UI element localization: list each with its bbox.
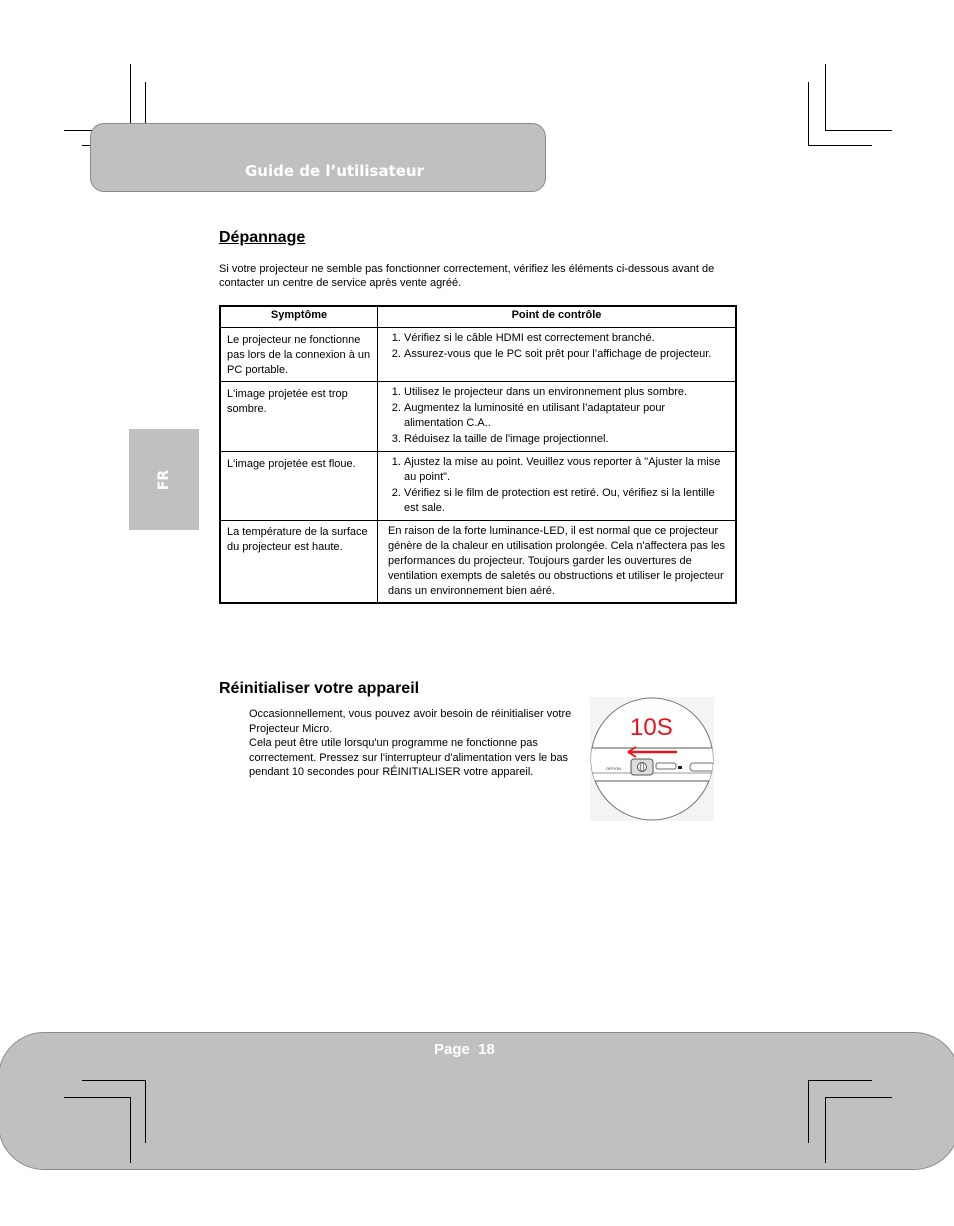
check-item: 1. Ajustez la mise au point. Veuillez vous reporter à "Ajuster la mise au point". <box>404 455 727 485</box>
check-item: 3. Réduisez la taille de l'image projectionnel. <box>404 432 727 447</box>
language-tab-label <box>129 429 199 530</box>
crop-mark <box>808 145 872 146</box>
troubleshooting-title: Dépannage <box>219 229 306 246</box>
column-header-symptom: Symptôme <box>220 306 378 328</box>
column-header-check: Point de contrôle <box>378 306 737 328</box>
check-item: 2. Augmentez la luminosité en utilisant l’adaptateur pour alimentation C.A.. <box>404 401 727 431</box>
crop-mark <box>825 1097 892 1098</box>
crop-mark <box>808 1080 872 1081</box>
troubleshooting-table <box>219 305 737 604</box>
header-title: Guide de l’utilisateur <box>245 162 424 180</box>
page-number: Page 18 <box>434 1041 495 1058</box>
crop-mark <box>130 1097 131 1163</box>
symptom-cell: Le projecteur ne fonctionne pas lors de la connexion à un PC portable. <box>220 328 378 382</box>
table-header-row <box>220 306 736 328</box>
table-row <box>220 328 736 382</box>
troubleshooting-intro: Si votre projecteur ne semble pas fonctionner correctement, vérifiez les éléments ci-dessous avant de contacter un centre de service après vente agréé. <box>219 263 715 289</box>
check-item: 2. Assurez-vous que le PC soit prêt pour l’affichage de projecteur. <box>404 347 727 362</box>
check-item: 1. Utilisez le projecteur dans un environnement plus sombre. <box>404 385 727 400</box>
reset-description <box>249 707 585 780</box>
header-tab <box>90 123 546 192</box>
reset-paragraph: Cela peut être utile lorsqu'un programme ne fonctionne pas correctement. Pressez sur l'interrupteur d'alimentation vers le bas pendant 10 secondes pour RÉINITIALISER votre appareil. <box>249 737 569 778</box>
check-cell <box>378 328 737 382</box>
check-item: 1. Vérifiez si le câble HDMI est correctement branché. <box>404 331 727 346</box>
switch-label: OFF/ON <box>606 766 622 771</box>
check-cell <box>378 452 737 521</box>
table-row <box>220 382 736 452</box>
reset-paragraph: Occasionnellement, vous pouvez avoir besoin de réinitialiser votre Projecteur Micro. <box>249 708 572 735</box>
crop-mark <box>825 1097 826 1163</box>
symptom-cell: L'image projetée est trop sombre. <box>220 382 378 452</box>
check-list <box>388 385 727 447</box>
crop-mark <box>808 82 809 146</box>
check-cell-note: En raison de la forte luminance-LED, il est normal que ce projecteur génère de la chaleur en utilisation prolongée. Cela n'affectera pas les performances du projecteur. Toujours garder les ouvertures de ventilation exempts de saletés ou obstructions et utiliser le projecteur dans un environnement bien aéré. <box>378 521 737 604</box>
crop-mark <box>64 1097 130 1098</box>
table-row <box>220 452 736 521</box>
crop-mark <box>130 64 131 130</box>
timer-label: 10S <box>630 714 673 741</box>
symptom-cell: La température de la surface du projecteur est haute. <box>220 521 378 604</box>
check-list <box>388 455 727 516</box>
crop-mark <box>808 1080 809 1143</box>
check-item: 2. Vérifiez si le film de protection est retiré. Ou, vérifiez si la lentille est sale. <box>404 486 727 516</box>
reset-switch-illustration <box>590 697 714 821</box>
crop-mark <box>82 1080 146 1081</box>
crop-mark <box>825 130 892 131</box>
symptom-cell: L'image projetée est floue. <box>220 452 378 521</box>
crop-mark <box>825 64 826 130</box>
check-cell <box>378 382 737 452</box>
reset-title: Réinitialiser votre appareil <box>219 680 420 697</box>
language-code: FR <box>156 469 172 490</box>
table-row <box>220 521 736 604</box>
check-list <box>388 331 727 362</box>
crop-mark <box>145 1080 146 1143</box>
